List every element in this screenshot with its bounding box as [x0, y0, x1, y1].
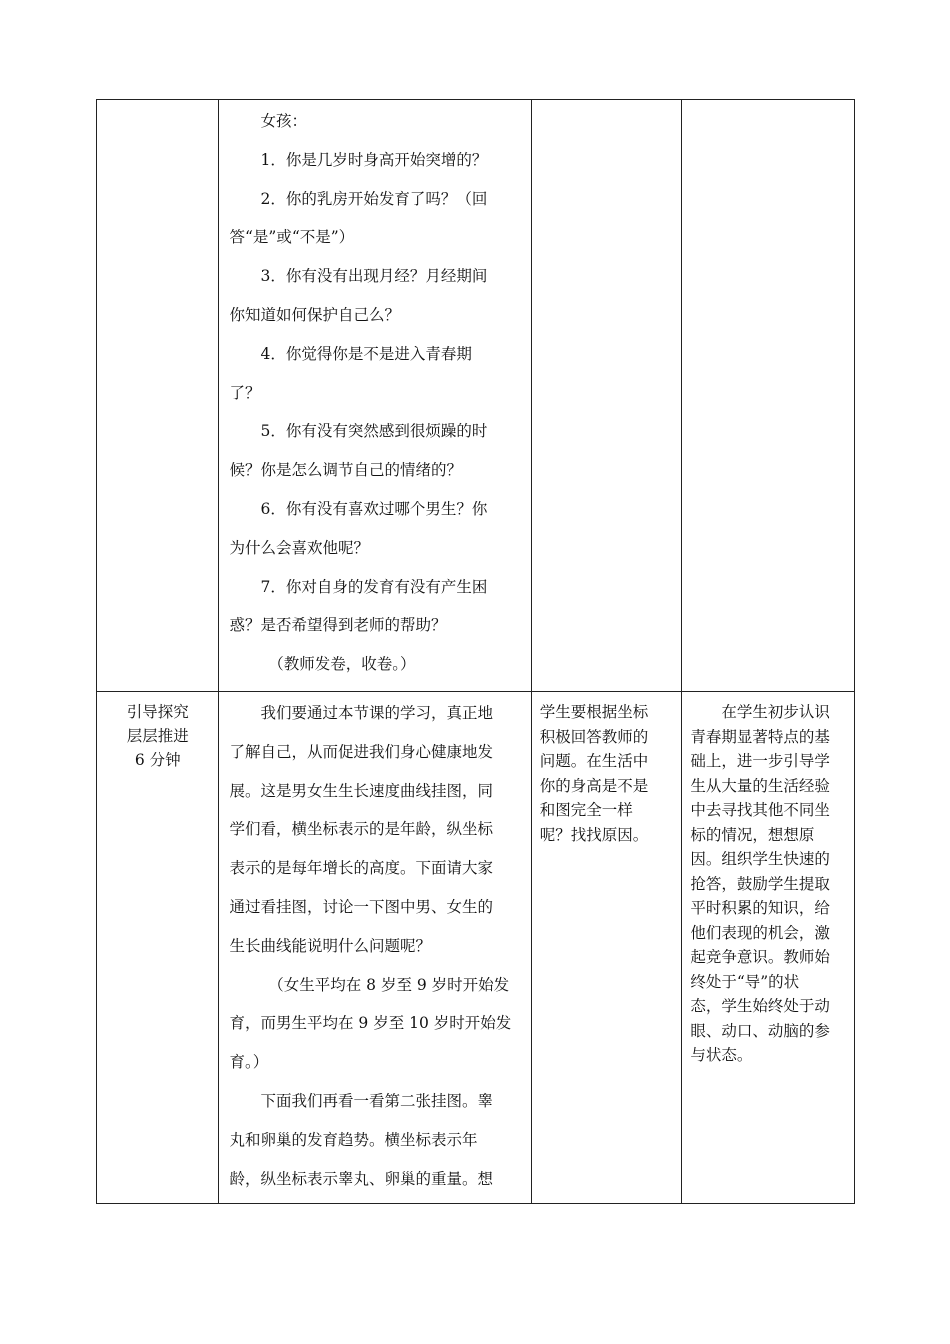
paragraph-line: 展。这是男女生生长速度曲线挂图，同: [229, 781, 493, 800]
text-line: 青春期显著特点的基: [690, 727, 830, 746]
text-line: 呢？找找原因。: [539, 825, 649, 844]
questionnaire-text: [219, 100, 530, 684]
paragraph-line: 5．你有没有突然感到很烦躁的时: [260, 422, 488, 441]
text-line: 标的情况，想想原: [690, 825, 815, 844]
paragraph-line: 1．你是几岁时身高开始突增的？: [260, 150, 488, 169]
paragraph-line: 了解自己，从而促进我们身心健康地发: [229, 742, 493, 761]
paragraph-line: 4．你觉得你是不是进入青春期: [260, 344, 472, 363]
paragraph-line: 女孩：: [260, 112, 307, 130]
paragraph-line: 答“是”或“不是”）: [229, 228, 355, 247]
design-intent-cell: [682, 692, 855, 1204]
design-intent-text: [682, 692, 854, 1068]
paragraph-line: （教师发卷，收卷。）: [268, 655, 416, 674]
text-line: 础上，进一步引导学: [690, 752, 830, 770]
paragraph-line: 育。）: [229, 1053, 269, 1072]
text-line: 态，学生始终处于动: [690, 997, 830, 1015]
text-line: 积极回答教师的: [539, 727, 649, 746]
text-line: 与状态。: [690, 1046, 753, 1064]
paragraph-line: 3．你有没有出现月经？月经期间: [260, 267, 488, 286]
teaching-content-text: [219, 692, 530, 1198]
text-line: 引导探究: [126, 703, 189, 721]
text-line: 在学生初步认识: [721, 703, 830, 721]
text-line: 学生要根据坐标: [539, 703, 649, 721]
paragraph-line: （女生平均在 8 岁至 9 岁时开始发: [268, 975, 510, 994]
stage-cell: [97, 692, 219, 1204]
paragraph-line: 丸和卵巢的发育趋势。横坐标表示年: [229, 1130, 478, 1149]
paragraph-line: 下面我们再看一看第二张挂图。睾: [260, 1091, 493, 1110]
paragraph-line: 你知道如何保护自己么？: [229, 305, 400, 324]
content-cell: [219, 100, 531, 692]
paragraph-line: 候？你是怎么调节自己的情绪的？: [229, 461, 462, 480]
text-line: 平时积累的知识，给: [690, 899, 830, 917]
text-line: 眼、动口、动脑的参: [690, 1021, 830, 1040]
text-line: 中去寻找其他不同坐: [690, 801, 830, 819]
paragraph-line: 育，而男生平均在 9 岁至 10 岁时开始发: [229, 1014, 512, 1033]
text-line: 和图完全一样: [539, 801, 633, 819]
stage-label: [97, 692, 218, 772]
paragraph-line: 了？: [229, 383, 261, 402]
paragraph-line: 惑？是否希望得到老师的帮助？: [229, 616, 447, 635]
paragraph-line: 2．你的乳房开始发育了吗？（回: [260, 189, 488, 208]
stage-cell-empty: [97, 100, 219, 692]
text-line: 他们表现的机会，激: [690, 923, 830, 942]
text-line: 生从大量的生活经验: [690, 776, 830, 795]
text-line: 你的身高是不是: [539, 776, 649, 795]
table-row: [97, 692, 855, 1204]
design-intent-cell-empty: [682, 100, 855, 692]
paragraph-line: 通过看挂图，讨论一下图中男、女生的: [229, 897, 493, 916]
text-line: 起竞争意识。教师始: [690, 948, 830, 966]
paragraph-line: 龄，纵坐标表示睾丸、卵巢的重量。想: [229, 1169, 493, 1188]
table-row: [97, 100, 855, 692]
paragraph-line: 生长曲线能说明什么问题呢？: [229, 936, 431, 955]
text-line: 终处于“导”的状: [690, 972, 800, 991]
student-activity-cell: [531, 692, 682, 1204]
paragraph-line: 学们看，横坐标表示的是年龄，纵坐标: [229, 820, 493, 839]
student-activity-text: [532, 692, 682, 847]
paragraph-line: 为什么会喜欢他呢？: [229, 538, 369, 557]
text-line: 问题。在生活中: [539, 752, 649, 770]
student-activity-cell-empty: [531, 100, 682, 692]
text-line: 因。组织学生快速的: [690, 850, 830, 868]
paragraph-line: 我们要通过本节课的学习，真正地: [260, 704, 493, 722]
paragraph-line: 6．你有没有喜欢过哪个男生？你: [260, 499, 488, 518]
paragraph-line: 7．你对自身的发育有没有产生困: [260, 577, 488, 596]
paragraph-line: 表示的是每年增长的高度。下面请大家: [229, 859, 493, 878]
text-line: 层层推进: [126, 727, 189, 745]
text-line: 抢答，鼓励学生提取: [690, 874, 830, 893]
content-cell: [219, 692, 531, 1204]
lesson-plan-table: [96, 99, 855, 1204]
text-line: 6 分钟: [134, 751, 181, 769]
